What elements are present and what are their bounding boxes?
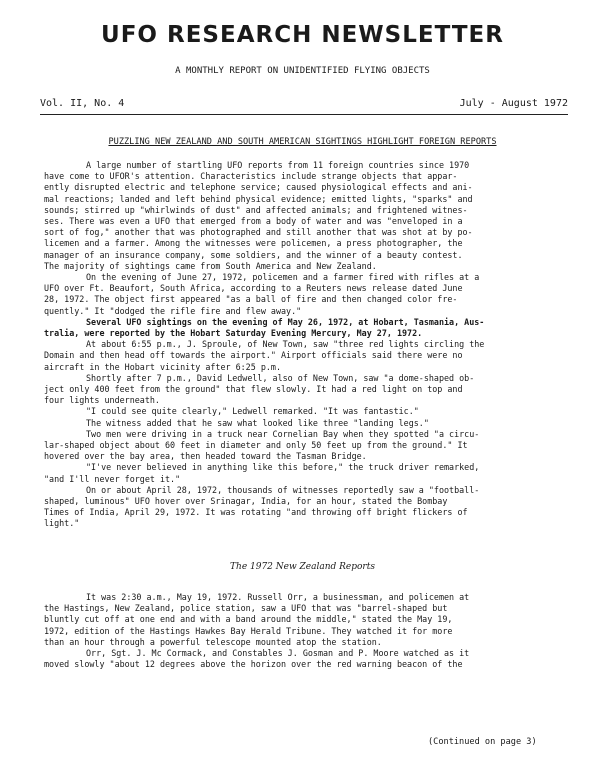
paragraph-landing-legs <box>44 418 564 429</box>
issue-info-row <box>40 98 568 112</box>
masthead-subtitle: A MONTHLY REPORT ON UNIDENTIFIED FLYING OBJECTS <box>175 66 430 76</box>
volume-number: Vol. II, No. 4 <box>40 98 125 109</box>
masthead-title: UFO RESEARCH NEWSLETTER <box>101 22 504 48</box>
text-line: quently." It "dodged the rifle fire and flew away." <box>44 305 302 316</box>
text-line: A large number of startling UFO reports from 11 foreign countries since 1970 <box>86 160 470 170</box>
text-line: mal reactions; landed and left behind physical evidence; emitted lights, "sparks" and <box>44 193 473 204</box>
text-line: The majority of sightings came from South America and New Zealand. <box>44 260 377 271</box>
text-line: hovered over the bay area, then headed toward the Tasman Bridge. <box>44 451 367 462</box>
continued-note: (Continued on page 3) <box>428 737 537 747</box>
text-line: Times of India, April 29, 1972. It was rotating "and throwing off bright flickers of <box>44 507 468 518</box>
text-line: 1972, edition of the Hastings Hawkes Bay Herald Tribune. They watched it for more <box>44 625 453 636</box>
article-headline-text: PUZZLING NEW ZEALAND AND SOUTH AMERICAN SIGHTINGS HIGHLIGHT FOREIGN REPORTS <box>108 137 497 147</box>
paragraph-south-africa <box>44 272 564 317</box>
text-line: UFO over Ft. Beaufort, South Africa, according to a Reuters news release dated June <box>44 283 463 294</box>
text-line: sounds; stirred up "whirlwinds of dust" and affected animals; and frightened witnes- <box>44 204 468 215</box>
text-line: "I've never believed in anything like this before," the truck driver remarked, <box>86 462 480 473</box>
header-rule <box>40 114 568 115</box>
text-line: 28, 1972. The object first appeared "as a ball of fire and then changed color fre- <box>44 294 458 305</box>
text-line: The witness added that he saw what looked like three "landing legs." <box>86 417 429 428</box>
text-line: Orr, Sgt. J. Mc Cormack, and Constables J. Gosman and P. Moore watched as it <box>86 648 470 658</box>
text-line: On the evening of June 27, 1972, policemen and a farmer fired with rifles at a <box>86 272 480 282</box>
paragraph-orr-witnesses <box>44 648 564 670</box>
text-line: licemen and a farmer. Among the witnesses were policemen, a press photographer, the <box>44 238 463 249</box>
paragraph-ledwell-quote <box>44 406 564 417</box>
issue-date: July - August 1972 <box>459 98 568 109</box>
text-line: bluntly cut off at one end and with a band around the middle," stated the May 19, <box>44 614 453 625</box>
text-line: Several UFO sightings on the evening of May 26, 1972, at Hobart, Tasmania, Aus- <box>86 316 485 327</box>
text-line: light." <box>44 518 80 529</box>
text-line: tralia, were reported by the Hobart Saturday Evening Mercury, May 27, 1972. <box>44 328 423 338</box>
text-line: "I could see quite clearly," Ledwell remarked. "It was fantastic." <box>86 406 419 417</box>
text-line: than an hour through a powerful telescope mounted atop the station. <box>44 636 382 647</box>
text-line: shaped, luminous" UFO hover over Srinagar, India, for an hour, stated the Bombay <box>44 496 448 506</box>
text-line: It was 2:30 a.m., May 19, 1972. Russell Orr, a businessman, and policemen at <box>86 592 470 602</box>
paragraph-cornelian-bay <box>44 429 564 463</box>
paragraph-sproule <box>44 339 564 373</box>
paragraph-tasmania <box>44 317 564 339</box>
paragraph-truck-driver <box>44 462 564 484</box>
paragraph-intro <box>44 160 564 272</box>
paragraph-hastings <box>44 592 564 648</box>
text-line: At about 6:55 p.m., J. Sproule, of New Town, saw "three red lights circling the <box>86 339 485 350</box>
text-line: moved slowly "about 12 degrees above the horizon over the red warning beacon of the <box>44 659 463 670</box>
text-line: ses. There was even a UFO that emerged from a body of water and was "enveloped in a <box>44 216 463 227</box>
text-line: sort of fog," another that was photographed and still another that was shot at by po- <box>44 227 473 238</box>
text-line: Shortly after 7 p.m., David Ledwell, also of New Town, saw "a dome-shaped ob- <box>86 372 475 383</box>
paragraph-ledwell <box>44 373 564 407</box>
text-line: lar-shaped object about 60 feet in diameter and only 50 feet up from the ground." It <box>44 440 468 450</box>
text-line: have come to UFOR's attention. Characteristics include strange objects that appar- <box>44 171 458 182</box>
article-headline <box>0 137 605 147</box>
text-line: ject only 400 feet from the ground" that flew slowly. It had a red light on top and <box>44 384 463 394</box>
text-line: the Hastings, New Zealand, police station, saw a UFO that was "barrel-shaped but <box>44 603 448 614</box>
section-title: The 1972 New Zealand Reports <box>230 562 375 572</box>
paragraph-srinagar <box>44 485 564 530</box>
text-line: four lights underneath. <box>44 395 160 406</box>
text-line: aircraft in the Hobart vicinity after 6:25 p.m. <box>44 361 281 372</box>
text-line: "and I'll never forget it." <box>44 473 181 484</box>
text-line: On or about April 28, 1972, thousands of witnesses reportedly saw a "football- <box>86 484 480 495</box>
text-line: manager of an insurance company, some soldiers, and the winner of a beauty contest. <box>44 249 463 260</box>
text-line: ently disrupted electric and telephone service; caused physiological effects and ani- <box>44 182 473 193</box>
text-line: Two men were driving in a truck near Cornelian Bay when they spotted "a circu- <box>86 428 480 439</box>
text-line: Domain and then head off towards the airport." Airport officials said there were no <box>44 350 463 361</box>
